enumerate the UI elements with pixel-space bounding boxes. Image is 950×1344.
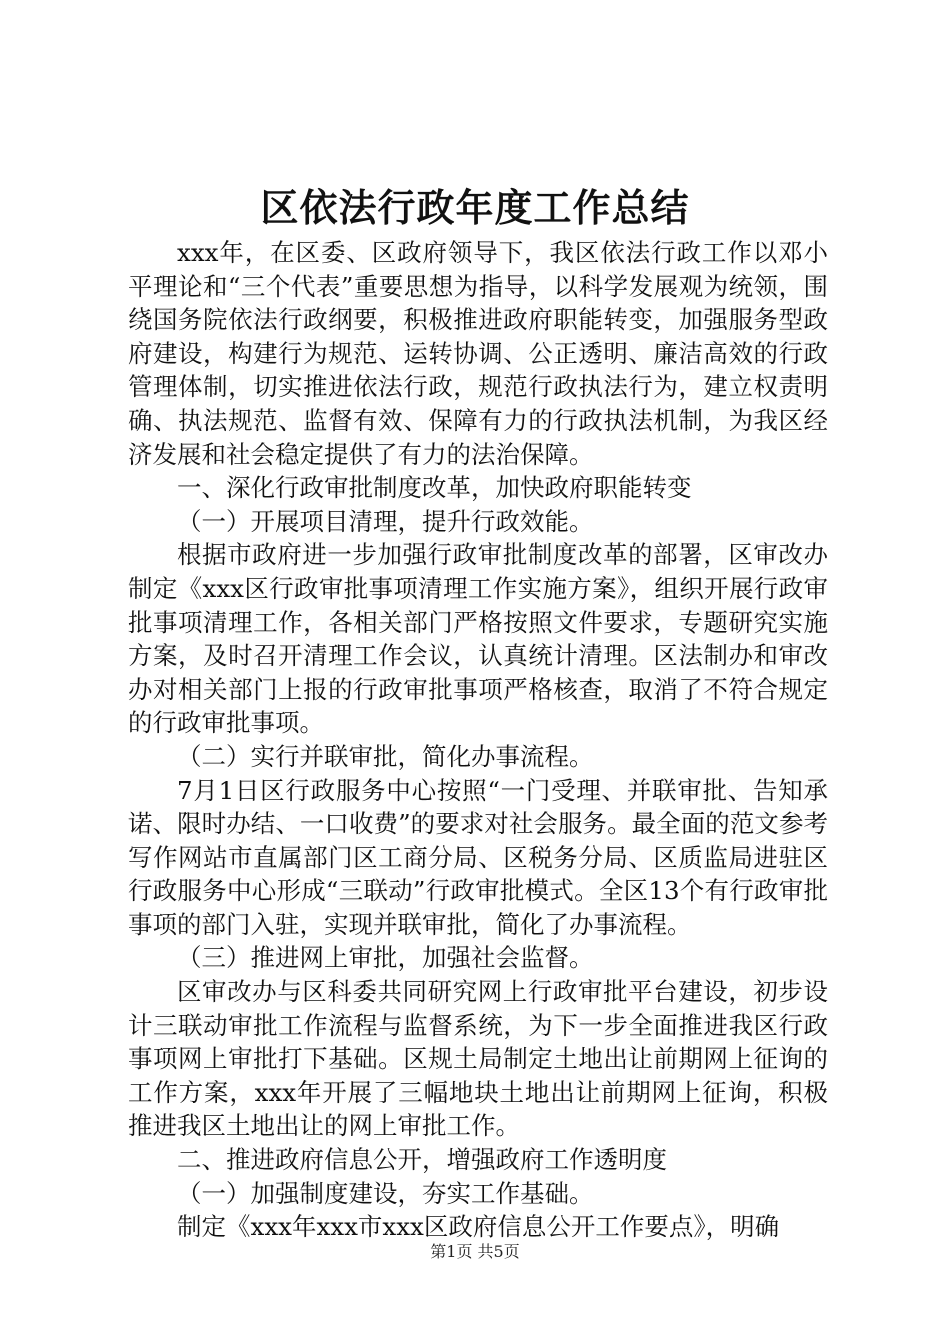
document-title: 区依法行政年度工作总结 bbox=[260, 185, 690, 230]
subsection-heading-1-3: （三）推进网上审批，加强社会监督。 bbox=[177, 943, 594, 973]
paragraph-1-2: 7月1日区行政服务中心按照“一门受理、并联审批、告知承诺、限时办结、一口收费”的要求对社会服务。最全面的范文参考写作网站市直属部门区工商分局、区税务分局、区质监局进驻区行政服务中心形成“三联动”行政审批模式。全区13个有行政审批事项的部门入驻，实现并联审批，简化了办事流程。 bbox=[128, 775, 828, 939]
subsection-heading-2-1: （一）加强制度建设，夯实工作基础。 bbox=[177, 1178, 594, 1208]
paragraph-2-1: 制定《xxx年xxx市xxx区政府信息公开工作要点》，明确 bbox=[177, 1212, 780, 1242]
document-body bbox=[128, 236, 828, 1244]
section-heading-1: 一、深化行政审批制度改革，加快政府职能转变 bbox=[177, 473, 692, 503]
paragraph-1-3: 区审改办与区科委共同研究网上行政审批平台建设，初步设计三联动审批工作流程与监督系统，为下一步全面推进我区行政事项网上审批打下基础。区规土局制定土地出让前期网上征询的工作方案，xxx年开展了三幅地块土地出让前期网上征询，积极推进我区土地出让的网上审批工作。 bbox=[128, 977, 828, 1141]
section-heading-2: 二、推进政府信息公开，增强政府工作透明度 bbox=[177, 1145, 667, 1175]
paragraph-intro: xxx年，在区委、区政府领导下，我区依法行政工作以邓小平理论和“三个代表”重要思想为指导，以科学发展观为统领，围绕国务院依法行政纲要，积极推进政府职能转变，加强服务型政府建设，构建行为规范、运转协调、公正透明、廉洁高效的行政管理体制，切实推进依法行政，规范行政执法行为，建立权责明确、执法规范、监督有效、保障有力的行政执法机制，为我区经济发展和社会稳定提供了有力的法治保障。 bbox=[128, 238, 828, 469]
subsection-heading-1-1: （一）开展项目清理，提升行政效能。 bbox=[177, 506, 594, 536]
subsection-heading-1-2: （二）实行并联审批，简化办事流程。 bbox=[177, 741, 594, 771]
paragraph-1-1: 根据市政府进一步加强行政审批制度改革的部署，区审改办制定《xxx区行政审批事项清理工作实施方案》，组织开展行政审批事项清理工作，各相关部门严格按照文件要求，专题研究实施方案，及时召开清理工作会议，认真统计清理。区法制办和审改办对相关部门上报的行政审批事项严格核查，取消了不符合规定的行政审批事项。 bbox=[128, 540, 828, 738]
page-number-footer: 第1页 共5页 bbox=[430, 1242, 520, 1261]
